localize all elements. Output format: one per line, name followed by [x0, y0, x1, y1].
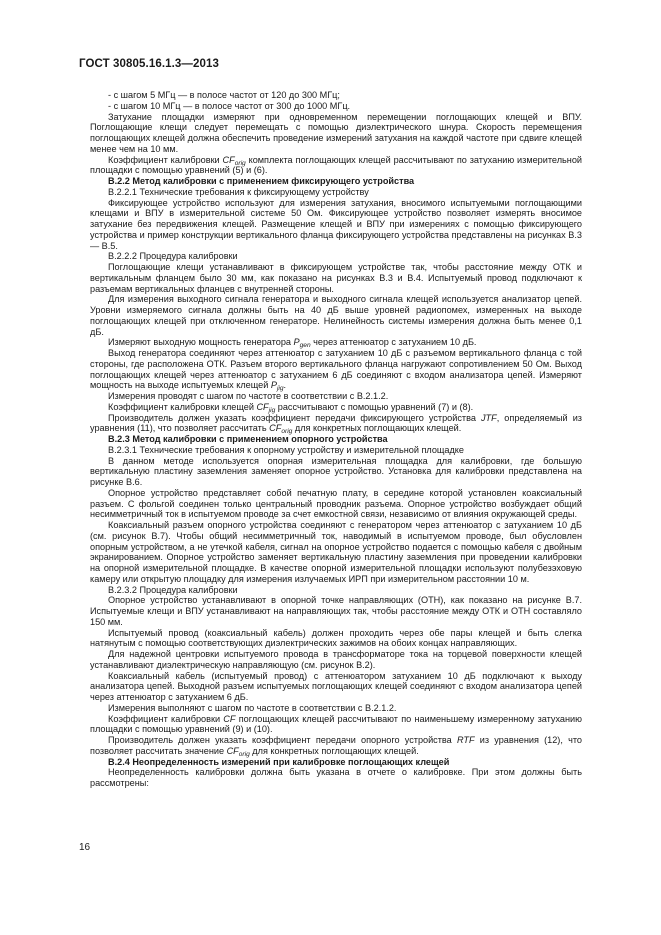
paragraph: Измерения проводят с шагом по частоте в соответствии с В.2.1.2. [108, 391, 389, 401]
paragraph: - с шагом 10 МГц — в полосе частот от 300 до 1000 МГц. [108, 100, 351, 111]
page-header-title: ГОСТ 30805.16.1.3—2013 [79, 58, 219, 70]
paragraph: Коэффициент калибровки CF поглощающих клещей рассчитывают по наименьшему измеренному затуханию площадки с помощью уравнений (9) и (10). [90, 713, 582, 735]
paragraph: В данном методе используется опорная измерительная площадка для калибровки, где большую вертикальную пластину заземления заменяет опорное устройство. Установка для калибровки представлена на рисунке В.6. [90, 455, 582, 487]
section-heading: В.2.3 Метод калибровки с применением опорного устройства [108, 434, 388, 444]
paragraph: Опорное устройство представляет собой печатную плату, в середине которой установлен коаксиальный разъем. С фольгой соединен только центральный проводник разъема. Опорное устройство возбуждает общий несимметричный ток в испытуемом проводе за счет емкостной связи, независимо от влияния окружающей среды. [90, 487, 582, 520]
paragraph: В.2.3.2 Процедура калибровки [108, 584, 238, 595]
document-body [90, 90, 582, 789]
paragraph: Для измерения выходного сигнала генератора и выходного сигнала клещей используется анализатор цепей. Уровни измеряемого сигнала должны быть на 40 дБ выше уровней радиопомех, измеренных на выходе поглощающих клещей при отключенном генераторе. Нелинейность системы измерения должна быть менее 0,1 дБ. [90, 294, 582, 337]
paragraph: Фиксирующее устройство используют для измерения затухания, вносимого испытуемыми поглощающими клещами и ВПУ в измерительной системе 50 Ом. Фиксирующее устройство позволяет измерять вносимое затухание без передвижения клещей. Размещение клещей и ВПУ при измерениях с помощью фиксирующего устройства и пример конструкции вертикального фланца фиксирующего устройства представлены на рисунках В.3 — В.5. [90, 197, 582, 251]
paragraph: Коэффициент калибровки клещей $CF_{jig}$ рассчитывают с помощью уравнений (7) и (8). [108, 401, 474, 414]
paragraph: Неопределенность калибровки должна быть указана в отчете о калибровке. При этом должны быть рассмотрены: [90, 767, 582, 788]
paragraph: Затухание площадки измеряют при одновременном перемещении поглощающих клещей и ВПУ. Поглощающие клещи следует перемещать с помощью диэлектрического шнура. Скорость перемещения поглощающих клещей должна обеспечить проведение измерений затухания на каждой частоте при сдвиге клещей менее чем на 10 мм. [90, 111, 582, 154]
paragraph: Производитель должен указать коэффициент передачи фиксирующего устройства JTF, определяемый из уравнения (11), что позволяет рассчитать $CF_{orig}$ для конкретных поглощающих клещей. [90, 412, 582, 436]
section-heading: В.2.2 Метод калибровки с применением фиксирующего устройства [108, 176, 415, 186]
paragraph: Коаксиальный кабель (испытуемый провод) с аттенюатором затуханием 10 дБ подключают к выходу анализатора цепей. Выходной разъем испытуемых поглощающих клещей соединяют с входом анализатора цепей через аттенюатор с затуханием 6 дБ. [90, 670, 582, 702]
section-heading: В.2.4 Неопределенность измерений при калибровке поглощающих клещей [108, 756, 450, 767]
paragraph: Коаксиальный разъем опорного устройства соединяют с генератором через аттенюатор с затуханием 10 дБ (см. рисунок В.7). Чтобы общий несимметричный ток, наводимый в испытуемом проводе, был обусловлен опорным устройством, а не утечкой кабеля, сигнал на опорное устройство подается с помощью кабеля с двойным экранированием. Опорное устройство заменяет вертикальную пластину заземления при проведении калибровки на опорной измерительной площадке. В качестве опорной измерительной площадки используют полубезэховую камеру или открытую площадку для измерения излучаемых ИРП при измерительном расстоянии 10 м. [90, 520, 582, 584]
paragraph: Измеряют выходную мощность генератора $P_{gen}$ через аттенюатор с затуханием 10 дБ. [108, 337, 477, 350]
page-number: 16 [79, 842, 91, 853]
paragraph: В.2.2.1 Технические требования к фиксирующему устройству [108, 186, 369, 197]
paragraph: Поглощающие клещи устанавливают в фиксирующем устройстве так, чтобы расстояние между ОТК и вертикальным фланцем было 30 мм, как показано на рисунках В.3 и В.4. Испытуемый провод подключают к разъемам вертикальных фланцев с внутренней стороны. [90, 262, 582, 294]
paragraph: Измерения выполняют с шагом по частоте в соответствии с В.2.1.2. [108, 702, 397, 713]
paragraph: Опорное устройство устанавливают в опорной точке направляющих (ОТН), как показано на рисунке В.7. Испытуемые клещи и ВПУ устанавливают на направляющих так, чтобы расстояние между ОТК и ОТН составляло 150 мм. [90, 595, 582, 627]
paragraph: Испытуемый провод (коаксиальный кабель) должен проходить через обе пары клещей и быть слегка натянутым с помощью соответствующих диэлектрических зажимов на обоих концах направляющих. [90, 627, 582, 649]
paragraph: В.2.3.1 Технические требования к опорному устройству и измерительной площадке [108, 444, 464, 455]
paragraph: Производитель должен указать коэффициент передачи опорного устройства RTF из уравнения (12), что позволяет рассчитать значение $CF_{orig}$ для конкретных поглощающих клещей. [90, 735, 582, 758]
paragraph: Выход генератора соединяют через аттенюатор с затуханием 10 дБ с разъемом вертикального фланца с той стороны, где расположена ОТК. Разъем второго вертикального фланца нагружают сопротивлением 50 Ом. Выход поглощающих клещей через аттенюатор с затуханием 6 дБ соединяют с входом анализатора цепей. Измеряют мощность на выходе испытуемых клещей $P_{jig}$. [90, 348, 582, 393]
paragraph: В.2.2.2 Процедура калибровки [108, 251, 238, 262]
paragraph: Коэффициент калибровки $CF_{orig}$ комплекта поглощающих клещей рассчитывают по затуханию измерительной площадки с помощью уравнений (5) и (6). [90, 154, 582, 176]
paragraph: - с шагом 5 МГц — в полосе частот от 120 до 300 МГц; [108, 90, 340, 100]
paragraph: Для надежной центровки испытуемого провода в трансформаторе тока на торцевой поверхности клещей устанавливают диэлектрическую направляющую (см. рисунок В.2). [90, 649, 582, 670]
